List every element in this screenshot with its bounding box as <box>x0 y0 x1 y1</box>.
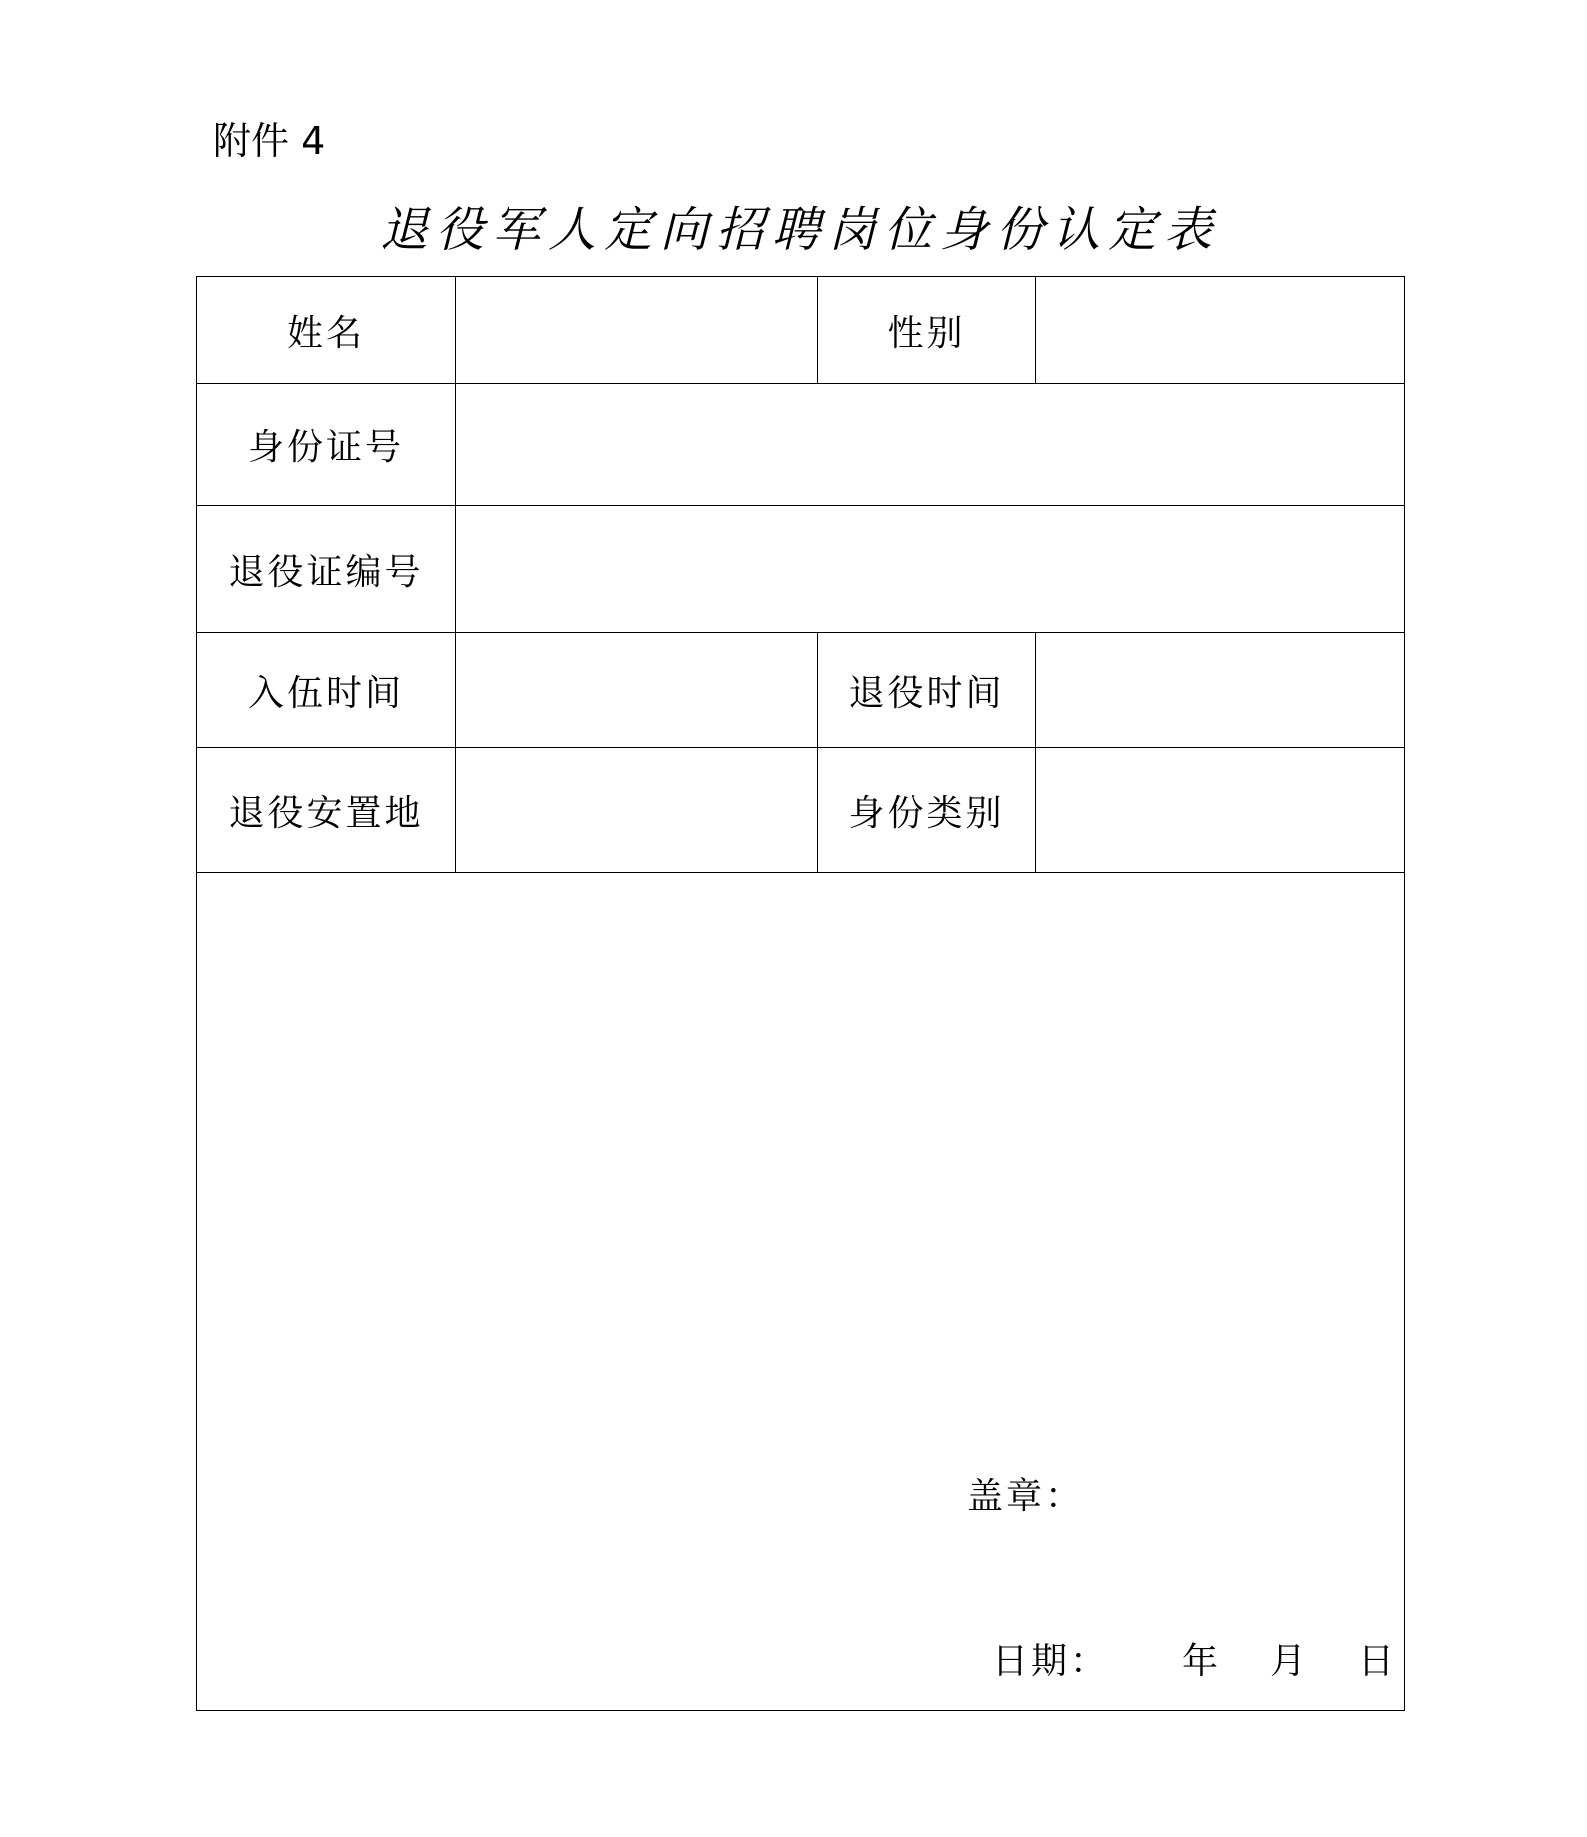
notes-cell[interactable] <box>197 873 1405 1711</box>
id-number-label: 身份证号 <box>197 384 456 506</box>
discharge-cert-label: 退役证编号 <box>197 506 456 633</box>
date-day: 日 <box>1358 1641 1398 1682</box>
resettlement-place-label: 退役安置地 <box>197 748 456 873</box>
identity-category-label: 身份类别 <box>818 748 1036 873</box>
gender-label: 性别 <box>818 277 1036 384</box>
discharge-time-value-cell[interactable] <box>1036 633 1405 748</box>
enlistment-time-label: 入伍时间 <box>197 633 456 748</box>
form-title: 退役军人定向招聘岗位身份认定表 <box>379 202 1220 258</box>
name-value-cell[interactable] <box>456 277 818 384</box>
id-number-value-cell[interactable] <box>456 384 1405 506</box>
row-name-gender <box>197 277 1405 384</box>
row-discharge-cert <box>197 506 1405 633</box>
row-service-time <box>197 633 1405 748</box>
date-label: 日期： <box>992 1641 1110 1682</box>
name-label: 姓名 <box>197 277 456 384</box>
discharge-time-label: 退役时间 <box>818 633 1036 748</box>
row-id-number <box>197 384 1405 506</box>
discharge-cert-value-cell[interactable] <box>456 506 1405 633</box>
row-resettlement <box>197 748 1405 873</box>
date-month: 月 <box>1270 1641 1310 1682</box>
identity-category-value-cell[interactable] <box>1036 748 1405 873</box>
date-year: 年 <box>1182 1641 1222 1682</box>
identity-form-table <box>196 276 1405 1711</box>
gender-value-cell[interactable] <box>1036 277 1405 384</box>
resettlement-place-value-cell[interactable] <box>456 748 818 873</box>
row-notes <box>197 873 1405 1711</box>
attachment-label: 附件 4 <box>213 119 326 163</box>
stamp-label: 盖章： <box>967 1476 1085 1517</box>
date-line <box>992 1633 1397 1684</box>
enlistment-time-value-cell[interactable] <box>456 633 818 748</box>
